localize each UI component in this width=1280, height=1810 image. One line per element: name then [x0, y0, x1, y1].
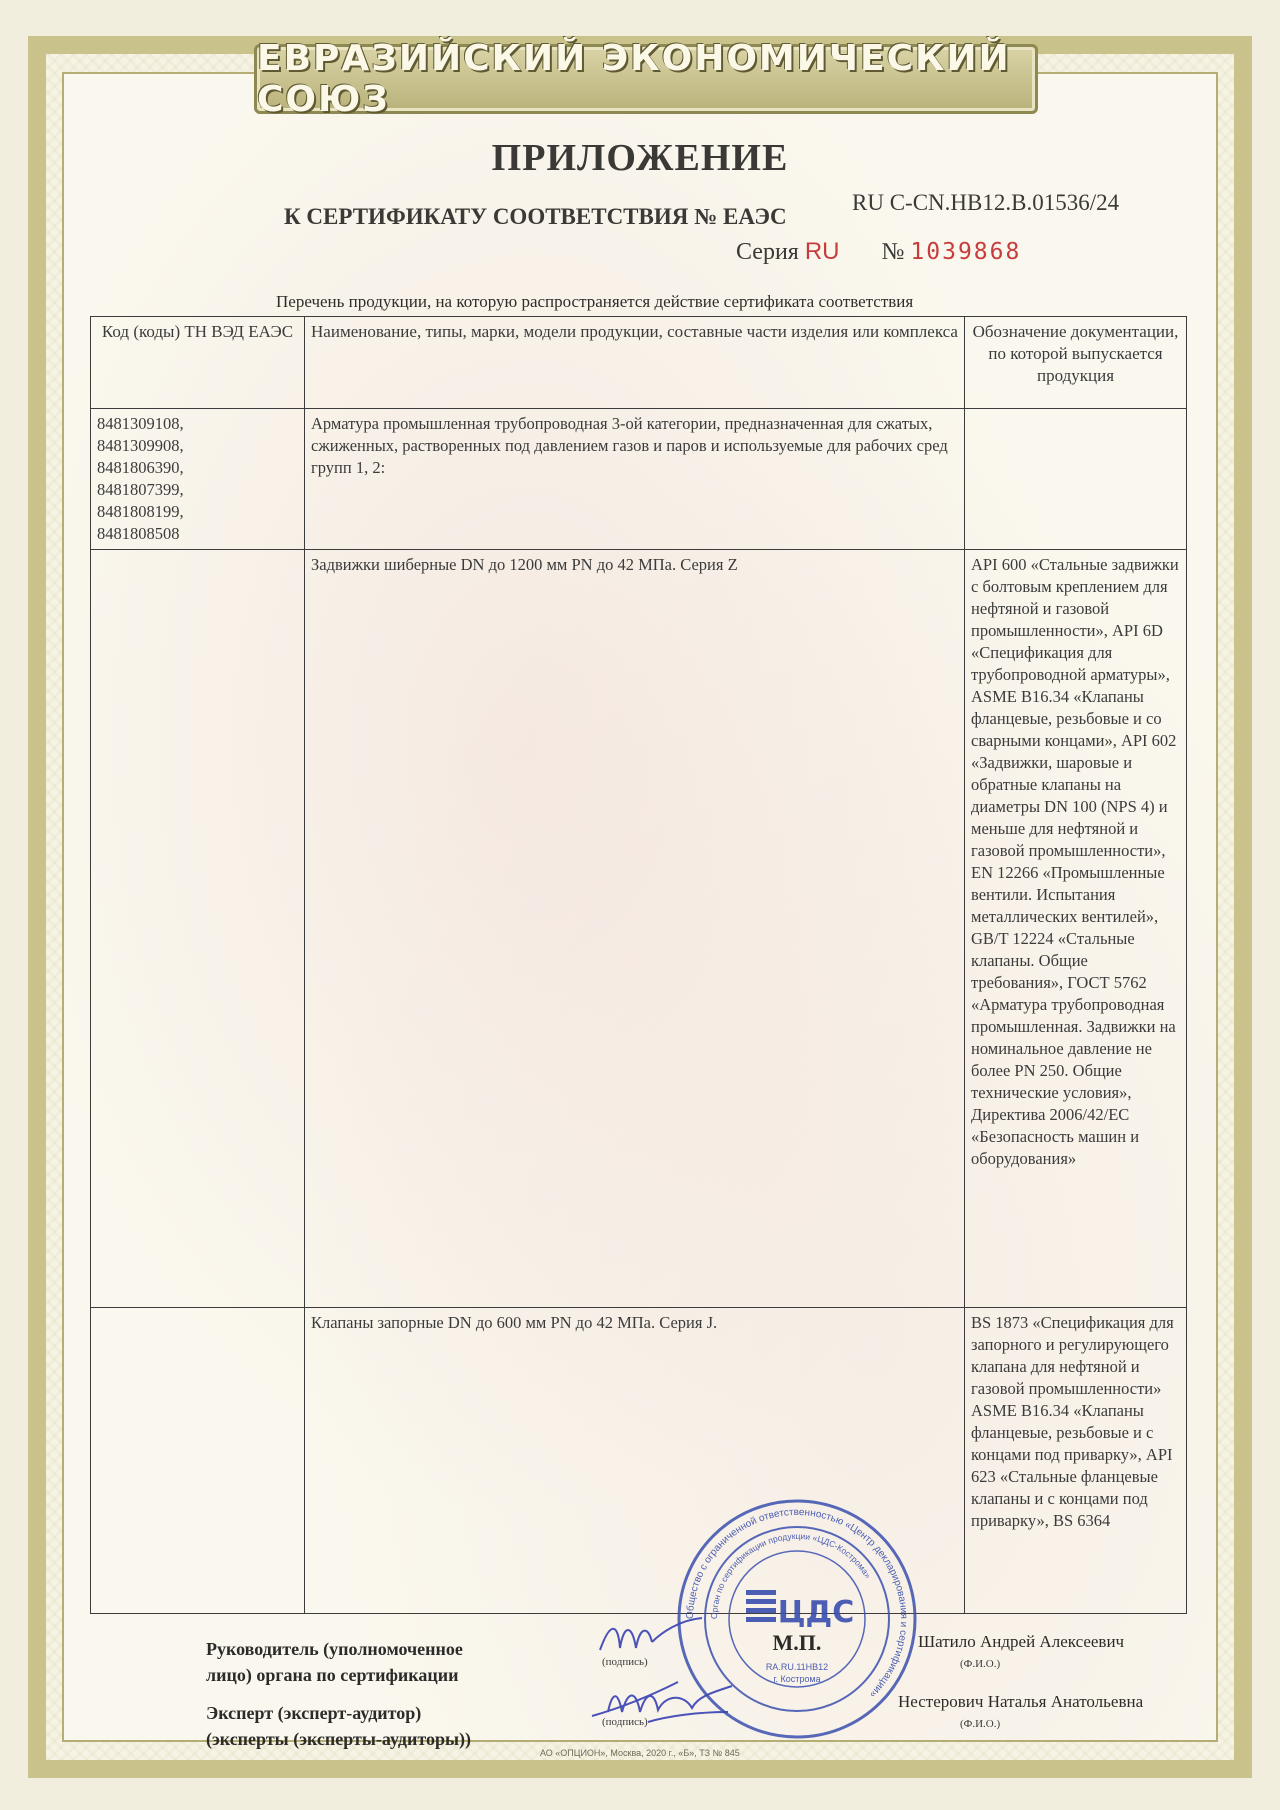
series-label: Серия [736, 239, 799, 265]
row-codes [91, 550, 305, 1308]
head-label-line-2: лицо) органа по сертификации [206, 1665, 459, 1685]
row-product-name: Арматура промышленная трубопроводная 3-ой категории, предназначенная для сжатых, сжиженных, растворенных под давлением газов и паров и используемые для рабочих сред групп 1, 2: [305, 409, 965, 550]
header-name: Наименование, типы, марки, модели продукции, составные части изделия или комплекса [305, 317, 965, 409]
code-item: 8481808199, [97, 502, 184, 521]
row-documentation [965, 409, 1187, 550]
form-number: 1039868 [910, 239, 1022, 265]
page-title: ПРИЛОЖЕНИЕ [491, 137, 789, 179]
table-row [91, 550, 1187, 1308]
table-header-row [91, 317, 1187, 409]
header-doc: Обозначение документации, по которой выпускается продукция [965, 317, 1187, 409]
expert-name: Нестерович Наталья Анатольевна [898, 1692, 1144, 1711]
printer-footer: АО «ОПЦИОН», Москва, 2020 г., «Б», ТЗ № 845 [540, 1748, 740, 1758]
expert-label [206, 1700, 471, 1752]
head-label [206, 1636, 463, 1688]
code-item: 8481808508 [97, 524, 180, 543]
head-name: Шатило Андрей Алексеевич [918, 1632, 1125, 1651]
code-item: 8481807399, [97, 480, 184, 499]
code-item: 8481806390, [97, 458, 184, 477]
table-row [91, 409, 1187, 550]
certificate-subtitle: К СЕРТИФИКАТУ СООТВЕТСТВИЯ № ЕАЭС [284, 204, 787, 229]
expert-label-line-2: (эксперты (эксперты-аудиторы)) [206, 1729, 472, 1749]
stamp-inner-text: Орган по сертификации продукции «ЦДС-Кострома» [708, 1530, 874, 1620]
head-name-caption: (Ф.И.О.) [960, 1658, 1001, 1670]
row-codes [91, 1308, 305, 1614]
head-label-line-1: Руководитель (уполномоченное [206, 1639, 463, 1659]
code-item: 8481309108, [97, 414, 184, 433]
expert-name-caption: (Ф.И.О.) [960, 1718, 1001, 1730]
series-value: RU [804, 238, 840, 265]
row-codes [91, 409, 305, 550]
row-documentation: BS 1873 «Спецификация для запорного и регулирующего клапана для нефтяной и газовой промышленности» ASME B16.34 «Клапаны фланцевые, резьбовые и с концами под приварку», API 623 «Стальные фланцевые клапаны и с концами под приварку», BS 6364 [965, 1308, 1187, 1614]
certification-stamp [676, 1498, 918, 1740]
stamp-outer-text: Общество с ограниченной ответственностью «Центр декларирования и сертификации» [684, 1506, 910, 1700]
products-table [90, 316, 1187, 1614]
union-banner [254, 38, 1038, 120]
stamp-logo-text: ЦДС [777, 1595, 855, 1630]
union-banner-text: ЕВРАЗИЙСКИЙ ЭКОНОМИЧЕСКИЙ СОЮЗ [257, 38, 1011, 120]
table-caption: Перечень продукции, на которую распространяется действие сертификата соответствия [276, 292, 914, 311]
series-line [736, 238, 1021, 266]
header-code: Код (коды) ТН ВЭД ЕАЭС [91, 317, 305, 409]
row-product-name: Клапаны запорные DN до 600 мм PN до 42 МПа. Серия J. [305, 1308, 965, 1614]
stamp-city: г. Кострома [773, 1674, 821, 1684]
head-sign-caption: (подпись) [602, 1656, 648, 1668]
stamp-mark: М.П. [772, 1630, 822, 1655]
number-label: № [881, 239, 905, 265]
expert-sign-caption: (подпись) [602, 1716, 648, 1728]
row-product-name: Задвижки шиберные DN до 1200 мм PN до 42 МПа. Серия Z [305, 550, 965, 1308]
table-row [91, 1308, 1187, 1614]
certificate-number: RU C-CN.НВ12.В.01536/24 [852, 190, 1120, 215]
code-item: 8481309908, [97, 436, 184, 455]
stamp-registration: RA.RU.11НВ12 [765, 1662, 829, 1672]
stamp-logo-icon [746, 1590, 776, 1622]
row-documentation: API 600 «Стальные задвижки с болтовым креплением для нефтяной и газовой промышленности», API 6D «Спецификация для трубопроводной арматуры», ASME B16.34 «Клапаны фланцевые, резьбовые и со сварными концами», API 602 «Задвижки, шаровые и обратные клапаны на диаметры DN 100 (NPS 4) и меньше для нефтяной и газовой промышленности», EN 12266 «Промышленные вентили. Испытания металлических вентилей», GB/T 12224 «Стальные клапаны. Общие требования», ГОСТ 5762 «Арматура трубопроводная промышленная. Задвижки на номинальное давление не более PN 250. Общие технические условия», Директива 2006/42/ЕС «Безопасность машин и оборудования» [965, 550, 1187, 1308]
expert-label-line-1: Эксперт (эксперт-аудитор) [206, 1703, 422, 1723]
